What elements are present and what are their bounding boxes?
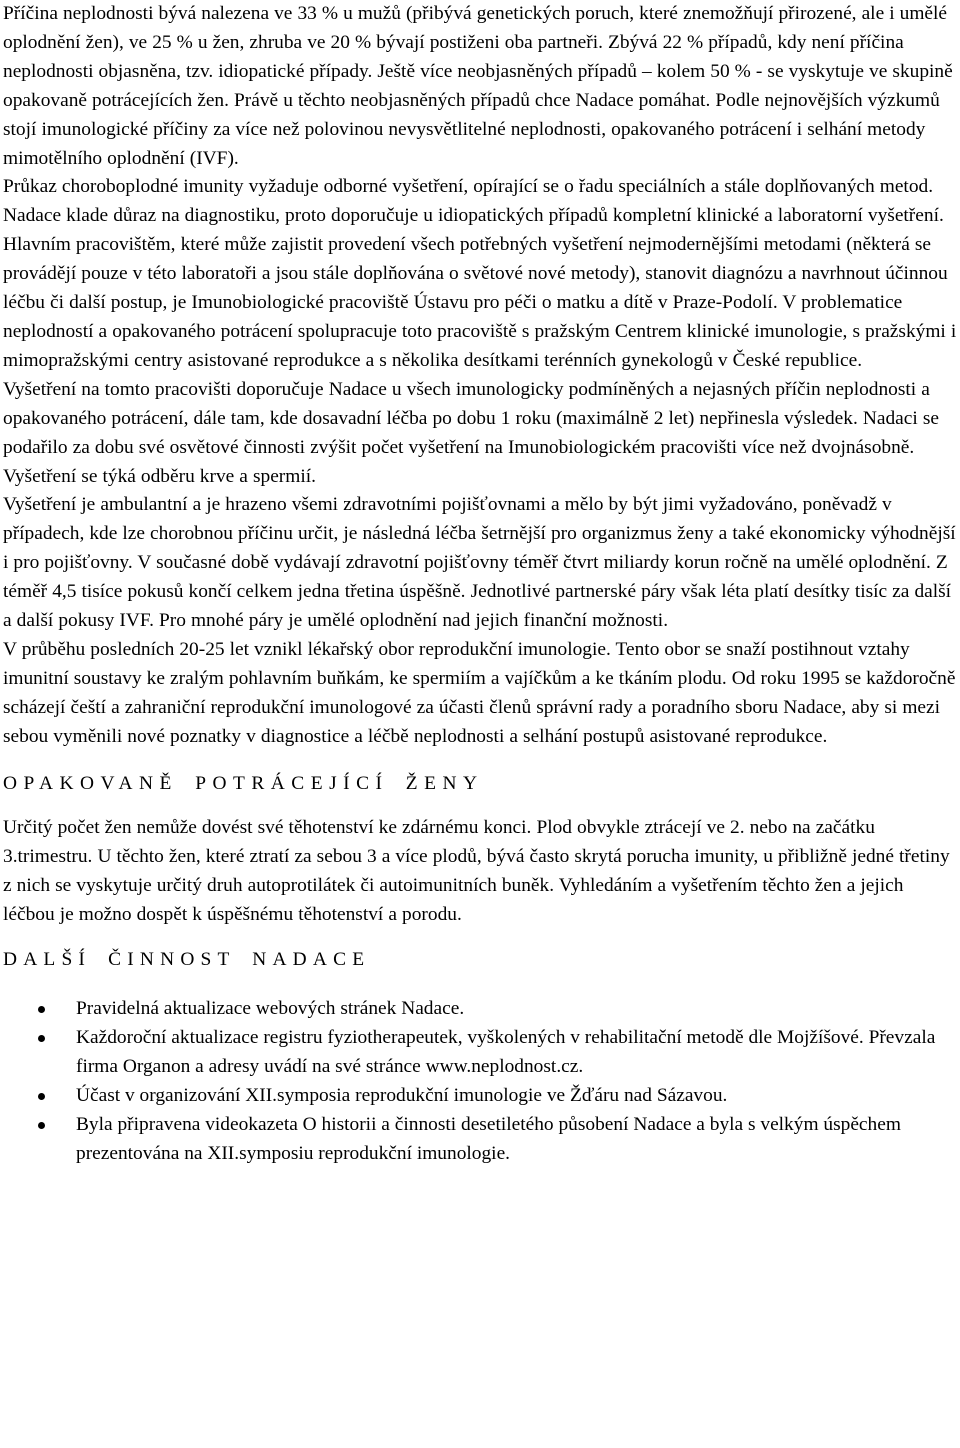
list-item bbox=[3, 995, 958, 1024]
bullet-dot-icon bbox=[38, 1035, 45, 1042]
list-item bbox=[3, 1111, 958, 1169]
intro-paragraph: Příčina neplodnosti bývá nalezena ve 33 % u mužů (přibývá genetických poruch, které znemožňují přirozené, ale i umělé oplodnění žen), ve 25 % u žen, zhruba ve 20 % bývají postiženi oba partneři. Zbývá 22 % případů, kdy není příčina neplodnosti objasněna, tzv. idiopatické případy. Ještě více neobjasněných případů – kolem 50 % - se vyskytuje ve skupině opakovaně potrácejících žen. Právě u těchto neobjasněných případů chce Nadace pomáhat. Podle nejnovějších výzkumů stojí imunologické příčiny za více než polovinou nevysvětlitelné neplodnosti, opakovaného potrácení i selhání metody mimotělního oplodnění (IVF). bbox=[3, 3, 953, 169]
bullet-dot-icon bbox=[38, 1122, 45, 1129]
section-recurrent-miscarriage-paragraph: Určitý počet žen nemůže dovést své těhotenství ke zdárnému konci. Plod obvykle ztrácejí ve 2. nebo na začátku 3.trimestru. U těchto žen, které ztratí za sebou 3 a více plodů, bývá často skrytá porucha imunity, u přibližně jedné třetiny z nich se vyskytuje určitý druh autoprotilátek či autoimunitních buněk. Vyhledáním a vyšetřením těchto žen a jejich léčbou je možno dospět k úspěšnému těhotenství a porodu. bbox=[3, 817, 950, 926]
list-item bbox=[3, 1024, 958, 1082]
paragraph-reproductive-immunology: V průběhu posledních 20-25 let vznikl lékařský obor reprodukční imunologie. Tento obor se snaží postihnout vztahy imunitní soustavy ke zralým pohlavním buňkám, ke spermiím a vajíčkům a ke tkáním plodu. Od roku 1995 se každoročně scházejí čeští a zahraniční reprodukční imunologové za účasti členů správní rady a poradního sboru Nadace, aby si mezi sebou vyměnili nové poznatky v diagnostice a léčbě neplodnosti a selhání postupů asistované reprodukce. bbox=[3, 638, 956, 747]
paragraph-insurance: Vyšetření je ambulantní a je hrazeno všemi zdravotními pojišťovnami a mělo by být jimi vyžadováno, poněvadž v případech, kde lze chorobnou příčinu určit, je následná léčba šetrnější pro organizmus ženy a také ekonomicky výhodnější i pro pojišťovny. V současné době vydávají zdravotní pojišťovny téměř čtvrt miliardy korun ročně na umělé oplodnění. Z téměř 4,5 tisíce pokusů končí celkem jedna třetina úspěšně. Jednotlivé partnerské páry však léta platí desítky tisíc za další a další pokusy IVF. Pro mnohé páry je umělé oplodnění nad jejich finanční možnosti. bbox=[3, 494, 956, 632]
section-heading-other-activities: DALŠÍ ČINNOST NADACE bbox=[3, 949, 371, 971]
list-item bbox=[3, 1082, 958, 1111]
section-heading-recurrent-miscarriage: OPAKOVANĚ POTRÁCEJÍCÍ ŽENY bbox=[3, 772, 484, 794]
list-item-text: Účast v organizování XII.symposia reprodukční imunologie ve Žďáru nad Sázavou. bbox=[76, 1084, 728, 1106]
list-item-text: Byla připravena videokazeta O historii a činnosti desetiletého působení Nadace a byla s velkým úspěchem prezentována na XII.symposiu reprodukční imunologie. bbox=[76, 1113, 901, 1164]
bullet-dot-icon bbox=[38, 1093, 45, 1100]
activities-list bbox=[3, 995, 958, 1168]
paragraph-recommendation: Vyšetření na tomto pracovišti doporučuje Nadace u všech imunologicky podmíněných a nejasných příčin neplodnosti a opakovaného potrácení, dále tam, kde dosavadní léčba po dobu 1 roku (maximálně 2 let) nepřinesla výsledek. Nadaci se podařilo za dobu své osvětové činnosti zvýšit počet vyšetření na Imunobiologickém pracovišti více než dvojnásobně. Vyšetření se týká odběru krve a spermií. bbox=[3, 378, 939, 487]
paragraph-main-workplace: Hlavním pracovištěm, které může zajistit provedení všech potřebných vyšetření nejmodernějšími metodami (některá se provádějí pouze v této laboratoři a jsou stále doplňována o světové nové metody), stanovit diagnózu a navrhnout účinnou léčbu či další postup, je Imunobiologické pracoviště Ústavu pro péči o matku a dítě v Praze-Podolí. V problematice neplodností a opakovaného potrácení spolupracuje toto pracoviště s pražským Centrem klinické imunologie, s pražskými i mimopražskými centry asistované reprodukce a s několika desítkami terénních gynekologů v České republice. bbox=[3, 234, 957, 371]
bullet-dot-icon bbox=[38, 1006, 45, 1013]
list-item-text: Pravidelná aktualizace webových stránek Nadace. bbox=[76, 998, 465, 1019]
list-item-text: Každoroční aktualizace registru fyziotherapeutek, vyškolených v rehabilitační metodě dle Mojžíšové. Převzala firma Organon a adresy uvádí na své stránce www.neplodnost.cz. bbox=[76, 1026, 936, 1077]
paragraph-diagnostics: Průkaz choroboplodné imunity vyžaduje odborné vyšetření, opírající se o řadu speciálních a stále doplňovaných metod. Nadace klade důraz na diagnostiku, proto doporučuje u idiopatických případů kompletní klinické a laboratorní vyšetření. bbox=[3, 176, 944, 227]
